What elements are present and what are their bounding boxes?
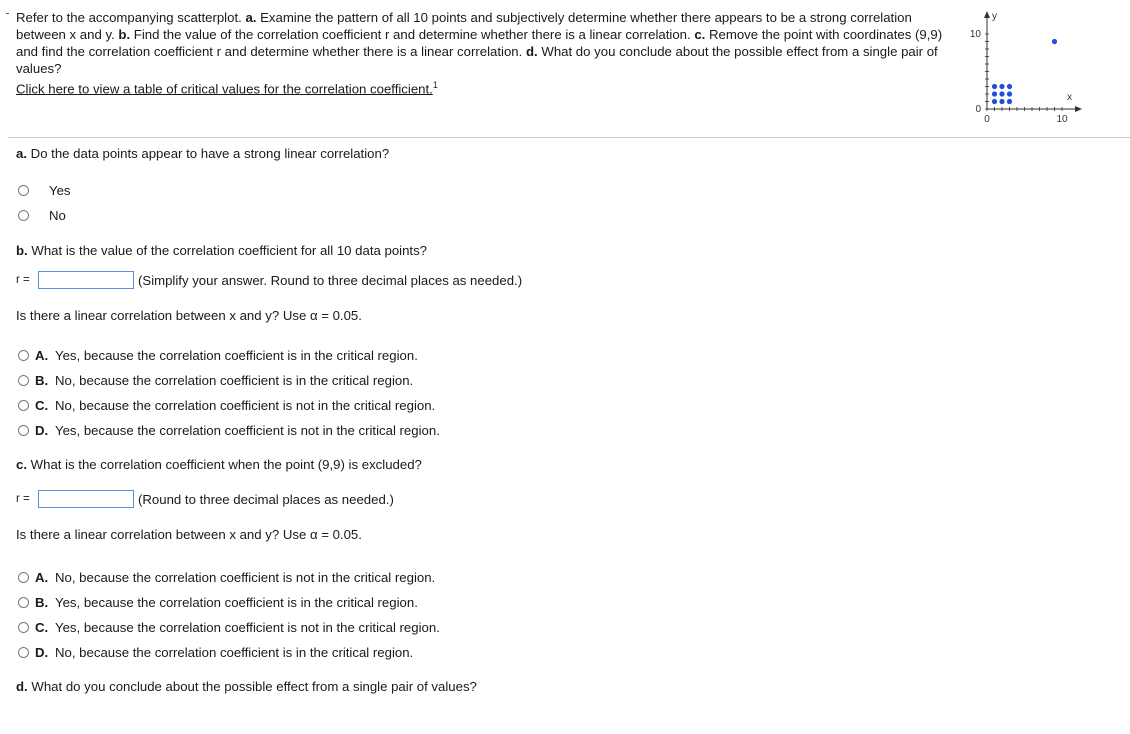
r-excluded-point-input[interactable] — [38, 490, 134, 508]
radio-c-a[interactable] — [18, 572, 29, 583]
part-a-text: Do the data points appear to have a strong linear correlation? — [27, 146, 390, 161]
intro-text: Refer to the accompanying scatterplot. — [16, 10, 246, 25]
choice-letter: B. — [35, 372, 49, 388]
part-c-hint: (Round to three decimal places as needed.) — [138, 491, 394, 507]
part-a-question — [16, 146, 389, 161]
radio-no[interactable] — [18, 210, 29, 221]
data-point — [992, 84, 997, 89]
choice-text: No, because the correlation coefficient is not in the critical region. — [55, 569, 436, 585]
x-axis-arrow — [1075, 106, 1082, 112]
choice-text: Yes, because the correlation coefficient is not in the critical region. — [55, 619, 440, 635]
part-a-marker: a. — [245, 10, 257, 25]
choice-text: No, because the correlation coefficient is in the critical region. — [55, 372, 414, 388]
choice-letter: D. — [35, 644, 49, 660]
part-b-text: What is the value of the correlation coefficient for all 10 data points? — [27, 243, 428, 258]
part-a-label: a. — [16, 146, 27, 161]
choice-letter: A. — [35, 569, 49, 585]
part-c-marker: c. — [694, 27, 706, 42]
choice-letter: C. — [35, 397, 49, 413]
section-divider — [8, 137, 1130, 138]
intro-text: Remove the point with coordinates (9,9) and find the correlation coefficient r and determine whether there is a linear correlation. — [16, 27, 943, 59]
part-c-question — [16, 457, 422, 472]
part-b-label: b. — [16, 243, 28, 258]
choice-text: No, because the correlation coefficient is not in the critical region. — [55, 397, 436, 413]
part-c-choice-c[interactable] — [18, 618, 440, 636]
option-yes-label: Yes — [49, 182, 71, 198]
intro-text: Examine the pattern of all 10 points and subjectively determine whether there appears to be a strong correlation between x and y. — [16, 10, 912, 42]
x-axis-label: x — [1067, 92, 1072, 103]
choice-letter: B. — [35, 594, 49, 610]
radio-c-d[interactable] — [18, 647, 29, 658]
part-b-choice-a[interactable] — [18, 346, 418, 364]
part-b-marker: b. — [118, 27, 131, 42]
radio-b-a[interactable] — [18, 350, 29, 361]
radio-c-c[interactable] — [18, 622, 29, 633]
y-axis-arrow — [984, 11, 990, 18]
part-c-choice-b[interactable] — [18, 593, 418, 611]
radio-b-d[interactable] — [18, 425, 29, 436]
part-d-text: What do you conclude about the possible effect from a single pair of values? — [27, 679, 477, 694]
part-d-question — [16, 679, 477, 694]
r-all-points-input[interactable] — [38, 271, 134, 289]
r-label: r = — [16, 493, 30, 505]
radio-b-b[interactable] — [18, 375, 29, 386]
data-point — [992, 91, 997, 96]
choice-text: Yes, because the correlation coefficient is in the critical region. — [55, 347, 418, 363]
x-tick-label-0: 0 — [984, 114, 990, 125]
part-c-answer-row — [16, 490, 394, 508]
radio-b-c[interactable] — [18, 400, 29, 411]
critical-values-link[interactable]: Click here to view a table of critical values for the correlation coefficient. — [16, 81, 433, 97]
part-c-followup: Is there a linear correlation between x and y? Use α = 0.05. — [16, 527, 362, 542]
option-yes[interactable] — [18, 181, 71, 199]
part-c-choice-d[interactable] — [18, 643, 413, 661]
x-tick-label-10: 10 — [1056, 114, 1068, 125]
choice-text: Yes, because the correlation coefficient is not in the critical region. — [55, 422, 440, 438]
part-d-marker: d. — [525, 44, 538, 59]
radio-yes[interactable] — [18, 185, 29, 196]
part-b-choice-d[interactable] — [18, 421, 440, 439]
part-b-followup: Is there a linear correlation between x and y? Use α = 0.05. — [16, 308, 362, 323]
part-d-label: d. — [16, 679, 28, 694]
footnote-marker[interactable]: 1 — [432, 80, 438, 90]
choice-text: Yes, because the correlation coefficient is in the critical region. — [55, 594, 418, 610]
choice-letter: A. — [35, 347, 49, 363]
data-point — [992, 99, 997, 104]
part-c-label: c. — [16, 457, 27, 472]
choice-text: No, because the correlation coefficient is in the critical region. — [55, 644, 414, 660]
part-b-question — [16, 243, 427, 258]
data-point — [1007, 84, 1012, 89]
option-no[interactable] — [18, 206, 66, 224]
bullet-marker — [6, 13, 9, 14]
intro-text: Find the value of the correlation coefficient r and determine whether there is a linear correlation. — [130, 27, 695, 42]
part-b-hint: (Simplify your answer. Round to three decimal places as needed.) — [138, 272, 523, 288]
scatterplot — [955, 6, 1085, 128]
y-tick-label-0: 0 — [975, 104, 981, 115]
data-point — [1007, 99, 1012, 104]
option-no-label: No — [49, 207, 66, 223]
radio-c-b[interactable] — [18, 597, 29, 608]
data-points — [992, 39, 1057, 104]
r-label: r = — [16, 274, 30, 286]
intro-text: What do you conclude about the possible effect from a single pair of values? — [16, 44, 938, 76]
choice-letter: C. — [35, 619, 49, 635]
part-b-choice-b[interactable] — [18, 371, 413, 389]
part-b-choice-c[interactable] — [18, 396, 435, 414]
problem-statement — [16, 9, 946, 97]
data-point — [999, 99, 1004, 104]
data-point — [999, 91, 1004, 96]
part-b-answer-row — [16, 271, 522, 289]
data-point — [1007, 91, 1012, 96]
part-c-text: What is the correlation coefficient when the point (9,9) is excluded? — [27, 457, 422, 472]
data-point — [1052, 39, 1057, 44]
part-c-choice-a[interactable] — [18, 568, 435, 586]
y-tick-label-10: 10 — [969, 29, 981, 40]
data-point — [999, 84, 1004, 89]
choice-letter: D. — [35, 422, 49, 438]
y-axis-label: y — [992, 11, 997, 22]
